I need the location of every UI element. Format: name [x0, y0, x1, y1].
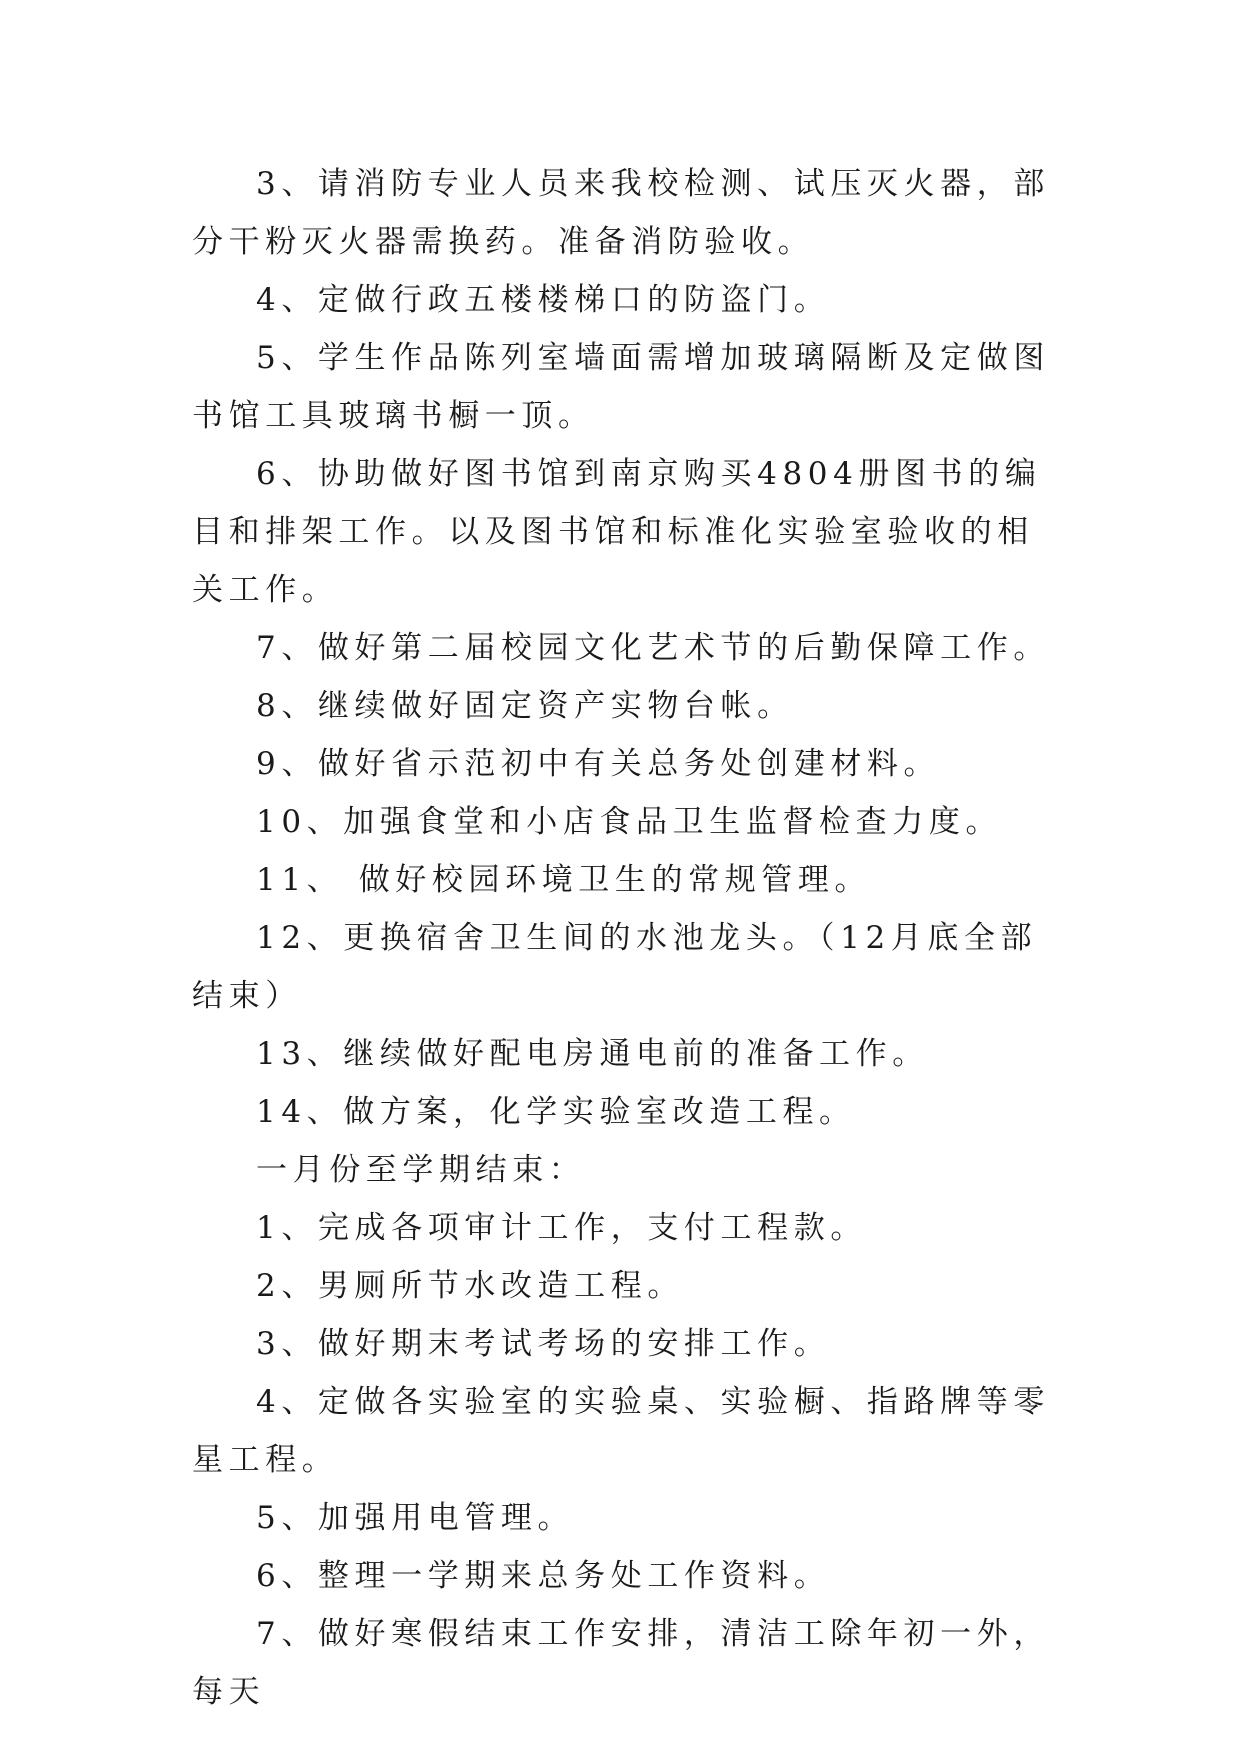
- paragraph-item-14-chem-lab: 14、做方案，化学实验室改造工程。: [256, 1094, 856, 1130]
- paragraph-jan-item-1-audit: 1、完成各项审计工作，支付工程款。: [256, 1210, 867, 1246]
- paragraph-jan-item-3-exam-rooms: 3、做好期末考试考场的安排工作。: [256, 1326, 831, 1362]
- paragraph-jan-item-6-records: 6、整理一学期来总务处工作资料。: [256, 1558, 831, 1594]
- paragraph-jan-item-7-winter-break: 7、做好寒假结束工作安排，清洁工除年初一外，每天: [192, 1616, 1050, 1710]
- paragraph-item-3-fire-extinguishers: 3、请消防专业人员来我校检测、试压灭火器，部分干粉灭火器需换药。准备消防验收。: [192, 166, 1050, 260]
- paragraph-item-13-power-room: 13、继续做好配电房通电前的准备工作。: [256, 1036, 929, 1072]
- paragraph-item-4-security-door: 4、定做行政五楼楼梯口的防盗门。: [256, 282, 831, 318]
- document-body: [192, 155, 1054, 1721]
- paragraph-item-9-demo-school-materials: 9、做好省示范初中有关总务处创建材料。: [256, 746, 941, 782]
- paragraph-item-8-fixed-assets: 8、继续做好固定资产实物台帐。: [256, 688, 794, 724]
- section-heading-january: 一月份至学期结束：: [256, 1152, 586, 1188]
- paragraph-item-6-library-books: 6、协助做好图书馆到南京购买4804册图书的编目和排架工作。以及图书馆和标准化实验室验收的相关工作。: [192, 456, 1042, 608]
- paragraph-item-5-glass-partition: 5、学生作品陈列室墙面需增加玻璃隔断及定做图书馆工具玻璃书橱一顶。: [192, 340, 1050, 434]
- paragraph-jan-item-2-toilet-retrofit: 2、男厕所节水改造工程。: [256, 1268, 684, 1304]
- paragraph-item-10-food-hygiene: 10、加强食堂和小店食品卫生监督检查力度。: [256, 804, 1003, 840]
- paragraph-jan-item-4-lab-furniture: 4、定做各实验室的实验桌、实验橱、指路牌等零星工程。: [192, 1384, 1050, 1478]
- paragraph-item-7-art-festival: 7、做好第二届校园文化艺术节的后勤保障工作。: [256, 630, 1050, 666]
- paragraph-jan-item-5-electricity: 5、加强用电管理。: [256, 1500, 575, 1536]
- paragraph-item-12-faucets: 12、更换宿舍卫生间的水池龙头。（12月底全部结束）: [192, 920, 1038, 1014]
- paragraph-item-11-campus-hygiene: 11、 做好校园环境卫生的常规管理。: [256, 862, 872, 898]
